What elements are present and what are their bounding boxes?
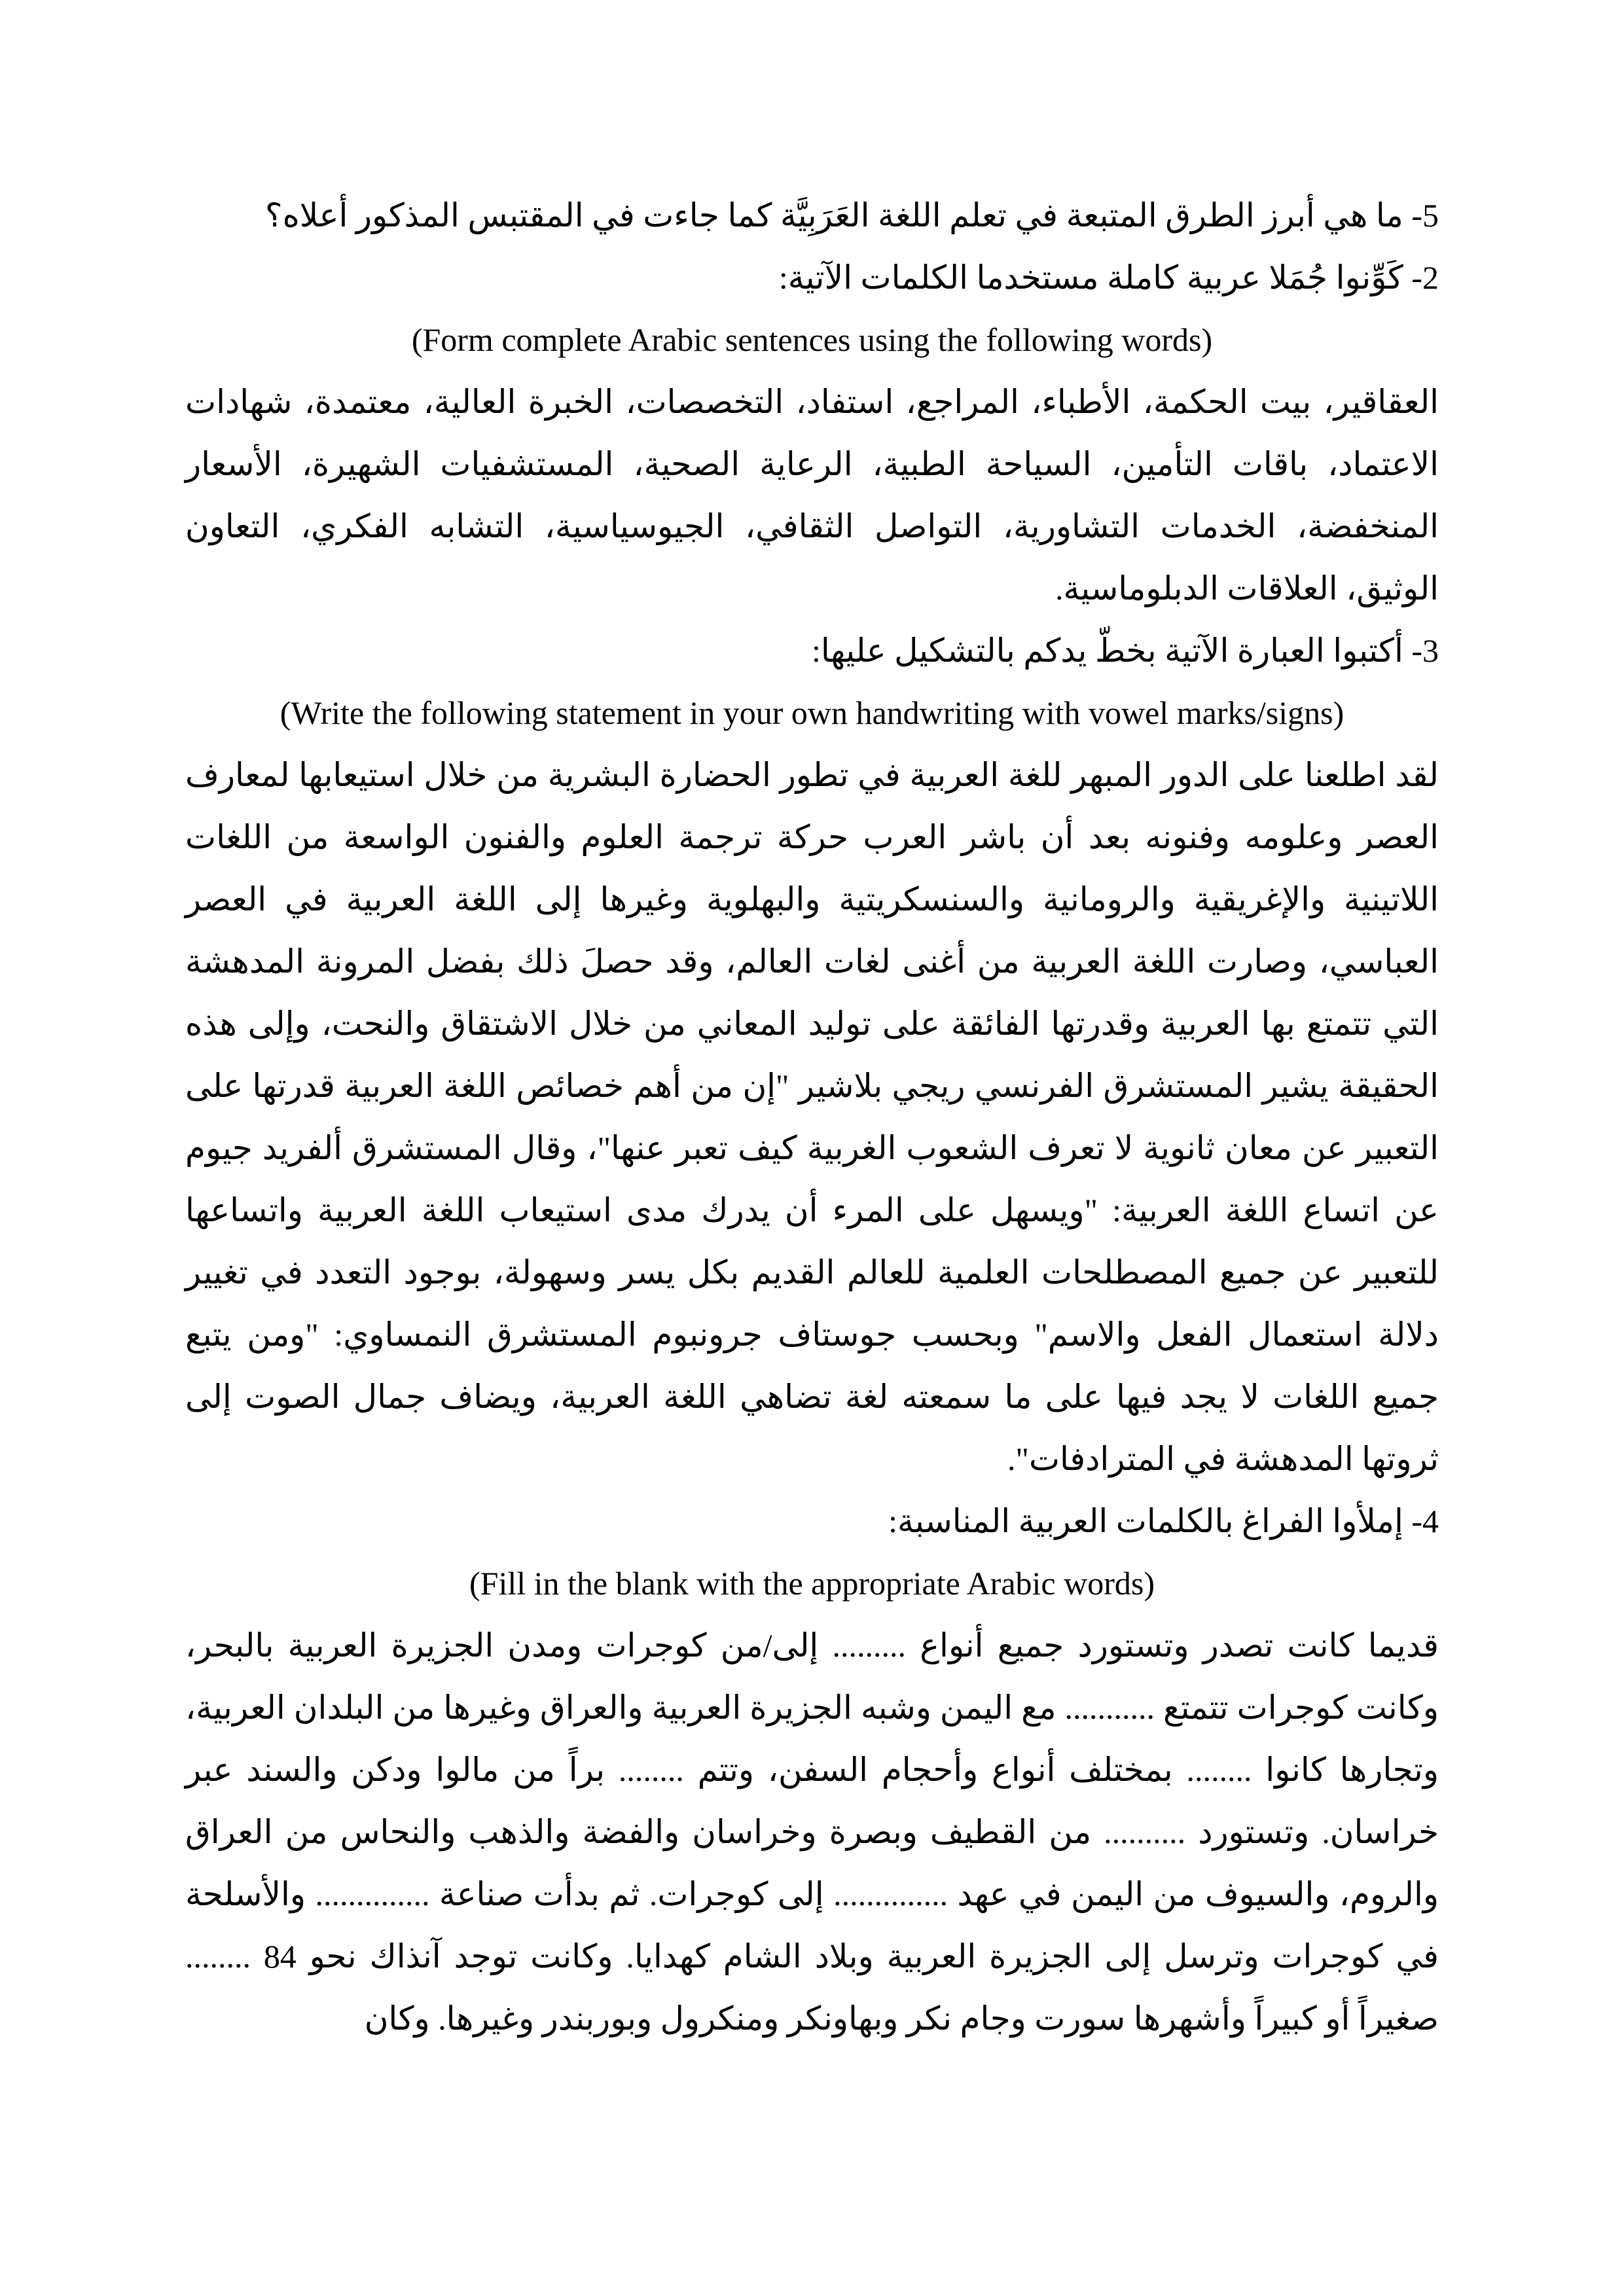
question-4-line: 4- إملأوا الفراغ بالكلمات العربية المناسبة: (888, 1503, 1439, 1539)
question-3-english-line: (Write the following statement in your own handwriting with vowel marks/signs) (280, 694, 1344, 731)
question-4-english-line: (Fill in the blank with the appropriate Arabic words) (469, 1565, 1155, 1602)
question-5-line: 5- ما هي أبرز الطرق المتبعة في تعلم اللغة العَرَبِيَّة كما جاءت في المقتبس المذكور أعلاه؟ (265, 197, 1439, 234)
question-3-line: 3- أكتبوا العبارة الآتية بخطّ يدكم بالتشكيل عليها: (811, 632, 1439, 669)
question-2-word-list: العقاقير، بيت الحكمة، الأطباء، المراجع، استفاد، التخصصات، الخبرة العالية، معتمدة، شهادات الاعتماد، باقات التأمين، السياحة الطبية، الرعاية الصحية، المستشفيات الشهيرة، الأسعار المنخفضة، الخدمات التشاورية، التواصل الثقافي، الجيوسياسية، التشابه الفكري، التعاون الوثيق، العلاقات الدبلوماسية. (185, 384, 1439, 607)
question-2-english-line: (Form complete Arabic sentences using the following words) (411, 321, 1213, 358)
question-3-passage: لقد اطلعنا على الدور المبهر للغة العربية في تطور الحضارة البشرية من خلال استيعابها لمعارف العصر وعلومه وفنونه بعد أن باشر العرب حركة ترجمة العلوم والفنون الواسعة من اللغات اللاتينية والإغريقية والرومانية والسنسكريتية والبهلوية وغيرها إلى اللغة العربية في العصر العباسي، وصارت اللغة العربية من أغنى لغات العالم، وقد حصلَ ذلك بفضل المرونة المدهشة التي تتمتع بها العربية وقدرتها الفائقة على توليد المعاني من خلال الاشتقاق والنحت، وإلى هذه الحقيقة يشير المستشرق الفرنسي ريجي بلاشير "إن من أهم خصائص اللغة العربية قدرتها على التعبير عن معان ثانوية لا تعرف الشعوب الغربية كيف تعبر عنها"، وقال المستشرق ألفريد جيوم عن اتساع اللغة العربية: "ويسهل على المرء أن يدرك مدى استيعاب اللغة العربية واتساعها للتعبير عن جميع المصطلحات العلمية للعالم القديم بكل يسر وسهولة، بوجود التعدد في تغيير دلالة استعمال الفعل والاسم" وبحسب جوستاف جرونبوم المستشرق النمساوي: "ومن يتبع جميع اللغات لا يجد فيها على ما سمعته لغة تضاهي اللغة العربية، ويضاف جمال الصوت إلى ثروتها المدهشة في المترادفات". (185, 757, 1439, 1477)
question-4-passage: قديما كانت تصدر وتستورد جميع أنواع ......... إلى/من كوجرات ومدن الجزيرة العربية بالبحر، وكانت كوجرات تتمتع ........... مع اليمن وشبه الجزيرة العربية والعراق وغيرها من البلدان العربية، وتجارها كانوا ........ بمختلف أنواع وأحجام السفن، وتتم ........ براً من مالوا ودكن والسند عبر خراسان. وتستورد .......... من القطيف وبصرة وخراسان والفضة والذهب والنحاس من العراق والروم، والسيوف من اليمن في عهد .............. إلى كوجرات. ثم بدأت صناعة .............. والأسلحة في كوجرات وترسل إلى الجزيرة العربية وبلاد الشام كهدايا. وكانت توجد آنذاك نحو 84 ........ صغيراً أو كبيراً وأشهرها سورت وجام نكر وبهاونكر ومنكرول وبوربندر وغيرها. وكان (185, 1627, 1439, 2037)
question-2-line: 2- كَوِّنوا جُمَلا عربية كاملة مستخدما الكلمات الآتية: (778, 259, 1439, 296)
